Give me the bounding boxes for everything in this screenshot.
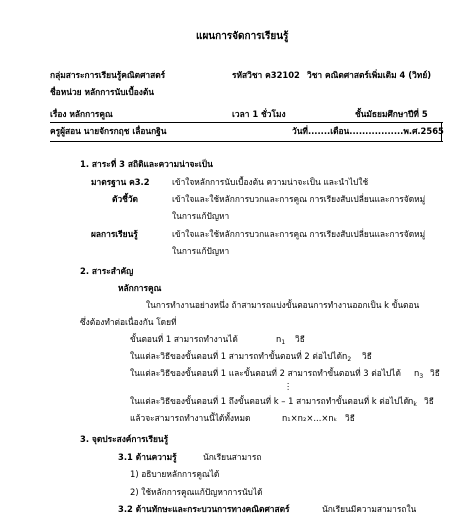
outcome-label: ผลการเรียนรู้ <box>91 229 138 239</box>
vertical-ellipsis: ⋮ <box>284 381 293 391</box>
step-2-unit: วิธี <box>362 351 372 361</box>
course-name: วิชา คณิตศาสตร์เพิ่มเติม 4 (วิทย์) <box>307 70 432 80</box>
paragraph-line: ซึ่งต้องทำต่อเนื่องกัน โดยที่ <box>80 317 177 327</box>
knowledge-text: นักเรียนสามารถ <box>203 452 262 462</box>
divider <box>50 141 443 142</box>
step-3: ในแต่ละวิธีของขั้นตอนที่ 1 และขั้นตอนที่ 2 สามารถทำขั้นตอนที่ 3 ต่อไปได้ <box>130 368 401 378</box>
step-3-count: $n_3$ <box>414 368 424 380</box>
skills-label: 3.2 ด้านทักษะและกระบวนการทางคณิตศาสตร์ <box>118 504 290 514</box>
unit-name: ชื่อหน่วย หลักการนับเบื้องต้น <box>50 87 154 97</box>
indicator-label: ตัวชี้วัด <box>112 194 138 204</box>
step-1-unit: วิธี <box>295 334 305 344</box>
course-code: รหัสวิชา ค32102 <box>232 70 300 80</box>
step-k-count: $n_k$ <box>408 396 417 408</box>
date-field: วันที่.......เดือน.................พ.ศ.2565 <box>292 126 444 136</box>
outcome-text: เข้าใจและใช้หลักการบวกและการคูณ การเรียงสับเปลี่ยนและการจัดหมู่ <box>172 229 426 239</box>
knowledge-label: 3.1 ด้านความรู้ <box>118 452 177 462</box>
total-ways: แล้วจะสามารถทำงานนี้ได้ทั้งหมด <box>130 413 251 423</box>
skills-text: นักเรียนมีความสามารถใน <box>322 504 417 514</box>
grade-level: ชั้นมัธยมศึกษาปีที่ 5 <box>355 109 428 119</box>
divider <box>50 122 443 123</box>
teacher: ครูผู้สอน นายจักรกฤช เลื่อนกฐิน <box>50 126 167 136</box>
section3-heading: 3. จุดประสงค์การเรียนรู้ <box>80 434 169 444</box>
step-2-count: $n_2$ <box>342 351 352 363</box>
total-unit: วิธี <box>345 413 355 423</box>
total-formula: n₁×n₂×...×nₖ <box>282 413 338 423</box>
standard-label: มาตรฐาน ค3.2 <box>91 177 150 187</box>
step-3-unit: วิธี <box>430 368 440 378</box>
section2-heading: 2. สาระสำคัญ <box>80 266 134 276</box>
paragraph-line: ในการทำงานอย่างหนึ่ง ถ้าสามารถแบ่งขั้นตอนการทำงานออกเป็น k ขั้นตอน <box>146 300 420 310</box>
step-k: ในแต่ละวิธีของขั้นตอนที่ 1 ถึงขั้นตอนที่ k – 1 สามารถทำขั้นตอนที่ k ต่อไปได้ <box>130 396 409 406</box>
document-title: แผนการจัดการเรียนรู้ <box>196 31 289 42</box>
step-1: ขั้นตอนที่ 1 สามารถทำงานได้ <box>130 334 238 344</box>
section1-heading: 1. สาระที่ 3 สถิติและความน่าจะเป็น <box>80 159 213 169</box>
lesson-time: เวลา 1 ชั่วโมง <box>232 109 286 119</box>
subject-group: กลุ่มสาระการเรียนรู้คณิตศาสตร์ <box>50 70 166 80</box>
topic: เรื่อง หลักการคูณ <box>50 109 113 119</box>
indicator-text: ในการแก้ปัญหา <box>172 211 230 221</box>
step-k-unit: วิธี <box>424 396 434 406</box>
step-1-count: $n_1$ <box>276 334 286 346</box>
section2-subheading: หลักการคูณ <box>118 283 162 293</box>
objective-item: 1) อธิบายหลักการคูณได้ <box>130 469 220 479</box>
step-2: ในแต่ละวิธีของขั้นตอนที่ 1 สามารถทำขั้นตอนที่ 2 ต่อไปได้ <box>130 351 343 361</box>
indicator-text: เข้าใจและใช้หลักการบวกและการคูณ การเรียงสับเปลี่ยนและการจัดหมู่ <box>172 194 426 204</box>
objective-item: 2) ใช้หลักการคูณแก้ปัญหาการนับได้ <box>130 487 263 497</box>
standard-text: เข้าใจหลักการนับเบื้องต้น ความน่าจะเป็น และนำไปใช้ <box>172 177 369 187</box>
outcome-text: ในการแก้ปัญหา <box>172 246 230 256</box>
